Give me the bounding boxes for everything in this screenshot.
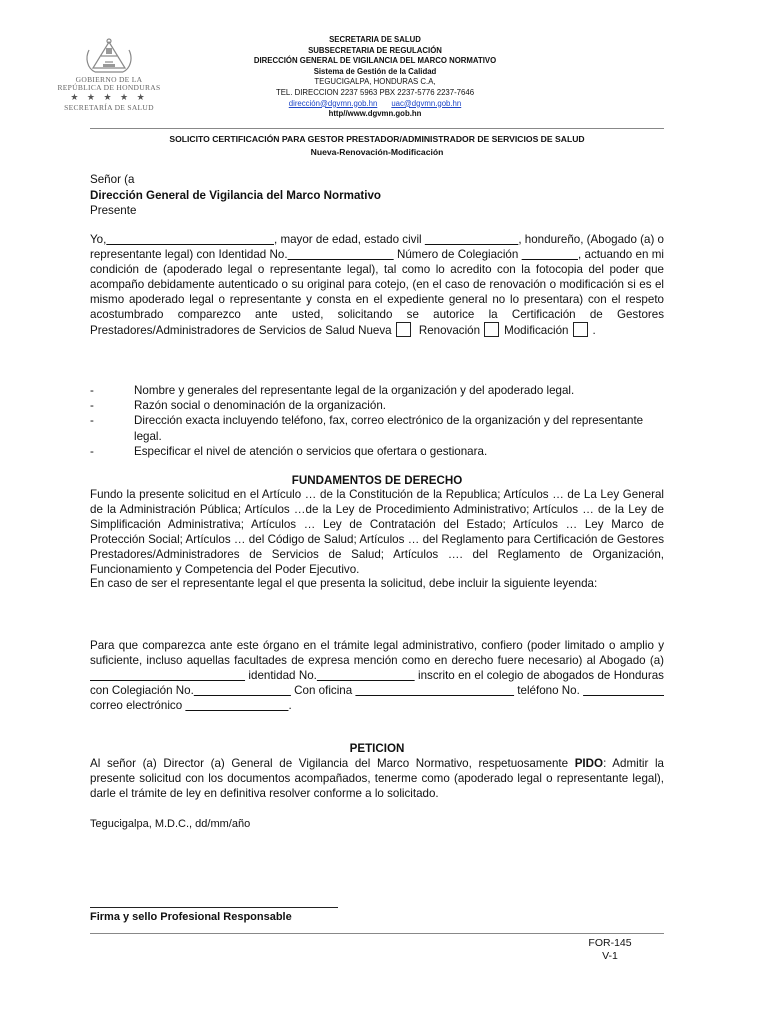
phone-blank[interactable] <box>583 684 664 697</box>
renovacion-checkbox[interactable] <box>484 322 499 337</box>
nueva-checkbox[interactable] <box>396 322 411 337</box>
poder-text-2: identidad No. <box>245 668 317 682</box>
header-line-5: TEGUCIGALPA, HONDURAS C.A, <box>314 77 436 87</box>
signature-line[interactable] <box>90 907 338 908</box>
title-line-2: Nueva-Renovación-Modificación <box>310 146 444 157</box>
civil-status-blank[interactable] <box>425 233 519 246</box>
addressee <box>90 172 381 219</box>
para1-text-1: Yo, <box>90 233 107 246</box>
email-link-2[interactable]: uac@dgvmn.gob.hn <box>391 98 462 108</box>
header-line-6: TEL. DIRECCION 2237 5963 PBX 2237-5776 2237-7646 <box>275 87 475 97</box>
header-line-1: SECRETARIA DE SALUD <box>329 35 421 44</box>
letterhead <box>200 35 550 120</box>
poder-text-1: Para que comparezca ante este órgano en el trámite legal administrativo, confiero (poder limitado o amplio y suficiente, incluso aquellas facultades de expresa mención como en derecho fuere necesario) al Abogado (a) <box>90 639 664 667</box>
government-logo <box>50 38 168 120</box>
para1-text-5: , actuando en mi condición de (apoderado legal o representante legal), tal como lo acredito con la fotocopia del poder que acompaño debidamente autenticado o su original para cotejo, (en el caso de renovación o modificación si es el mismo apoderado legal o representante y consta en el expediente general no lo presentara) con el respeto acostumbrado comparezco ante usted, solicitando se autorice la Certificación de Gestores Prestadores/Administradores de Servicios de Salud Nueva <box>90 247 664 338</box>
email-blank[interactable] <box>185 699 288 712</box>
para1-text-4: Número de Colegiación <box>393 247 522 261</box>
title-line-1: SOLICITO CERTIFICACIÓN PARA GESTOR PRESTADOR/ADMINISTRADOR DE SERVICIOS DE SALUD <box>169 134 585 144</box>
addressee-salutation: Señor (a <box>90 173 135 186</box>
list-item: - Nombre y generales del representante legal de la organización y del apoderado legal. <box>90 384 575 397</box>
para1-text-3: , hondureño, (Abogado (a) o representante legal) con Identidad No. <box>90 233 665 261</box>
poder-text-4: Con oficina <box>290 683 356 697</box>
list-item: - Razón social o denominación de la organización. <box>90 399 386 413</box>
poder-text-5: teléfono No. <box>514 683 584 697</box>
fundamentos-heading: FUNDAMENTOS DE DERECHO <box>291 474 463 487</box>
header-line-3: DIRECCIÓN GENERAL DE VIGILANCIA DEL MARCO NORMATIVO <box>253 56 497 66</box>
form-number: FOR-145 <box>588 937 632 949</box>
office-blank[interactable] <box>355 684 514 697</box>
colegiacion-number-blank[interactable] <box>522 248 578 261</box>
peticion-text-2: : Admitir la presente solicitud con los documentos acompañados, tenerme como (apoderado legal o representante legal), darle el trámite de ley en definitiva resolver conforme a lo solicitado. <box>90 757 665 800</box>
header-line-2: SUBSECRETARIA DE REGULACIÓN <box>308 45 442 55</box>
lawyer-colegiacion-blank[interactable] <box>194 684 291 697</box>
footer-divider <box>90 933 664 934</box>
request-paragraph <box>90 233 664 339</box>
form-code <box>588 937 632 963</box>
renovacion-label: Renovación <box>418 324 481 338</box>
peticion-text-1: Al señor (a) Director (a) General de Vigilancia del Marco Normativo, respetuosamente <box>90 757 575 770</box>
peticion-paragraph <box>90 757 664 802</box>
addressee-name: Dirección General de Vigilancia del Marco Normativo <box>90 188 382 202</box>
poder-text-3: inscrito en el colegio de abogados de Honduras con Colegiación No. <box>90 668 664 697</box>
header-line-4: Sistema de Gestión de la Calidad <box>313 66 437 76</box>
header-emails <box>200 99 550 110</box>
requirements-list <box>90 383 664 459</box>
power-of-attorney-paragraph <box>90 639 664 714</box>
logo-stars: ★ ★ ★ ★ ★ <box>70 92 148 102</box>
fundamentos-text: Fundo la presente solicitud en el Artículo … de la Constitución de la Republica; Artículos … de La Ley General de la Administración Pública; Artículos …de la Ley de Procedimiento Administrativo; Artículos … de la Ley de Simplificación Administrativa; Artículos … Ley de Contratación del Estado; Artículos … Ley Marco de Protección Social; Artículos … del Código de Salud; Artículos … del Reglamento para Certificación de Gestores Prestadores/Administradores de Servicios de Salud; Artículos …. del Reglamento de Organización, Funcionamiento y Competencia del Poder Ejecutivo. <box>90 488 664 576</box>
peticion-heading: PETICION <box>349 742 405 755</box>
email-link-1[interactable]: dirección@dgvmn.gob.hn <box>288 98 378 108</box>
modificacion-label: Modificación <box>504 324 569 338</box>
header-website: http//www.dgvmn.gob.hn <box>328 109 422 119</box>
logo-line-3: SECRETARÍA DE SALUD <box>64 103 154 112</box>
para1-period: . <box>592 324 596 338</box>
coat-of-arms-icon <box>81 38 137 76</box>
list-item: - Especificar el nivel de atención o servicios que ofertara o gestionara. <box>90 444 488 458</box>
place-date: Tegucigalpa, M.D.C., dd/mm/año <box>90 818 251 830</box>
modificacion-checkbox[interactable] <box>573 322 588 337</box>
identity-number-blank[interactable] <box>288 248 394 261</box>
document-title <box>90 133 664 158</box>
pido-word: PIDO <box>574 757 604 770</box>
poder-period: . <box>288 698 292 712</box>
header-divider <box>90 128 664 129</box>
fundamentos-paragraph <box>90 488 664 592</box>
representative-note: En caso de ser el representante legal el que presenta la solicitud, debe incluir la siguiente leyenda: <box>90 577 598 591</box>
signature-label: Firma y sello Profesional Responsable <box>90 911 292 923</box>
logo-line-2: REPÚBLICA DE HONDURAS <box>57 83 161 92</box>
lawyer-name-blank[interactable] <box>90 669 245 682</box>
addressee-presente: Presente <box>90 204 137 217</box>
form-version: V-1 <box>602 950 618 962</box>
para1-text-2: , mayor de edad, estado civil <box>274 233 425 246</box>
lawyer-identity-blank[interactable] <box>317 669 415 682</box>
name-blank[interactable] <box>106 233 274 246</box>
logo-line-1: GOBIERNO DE LA <box>75 75 143 84</box>
list-item: - Dirección exacta incluyendo teléfono, fax, correo electrónico de la organización y del representante legal. <box>90 414 644 443</box>
poder-text-6: correo electrónico <box>90 698 186 712</box>
